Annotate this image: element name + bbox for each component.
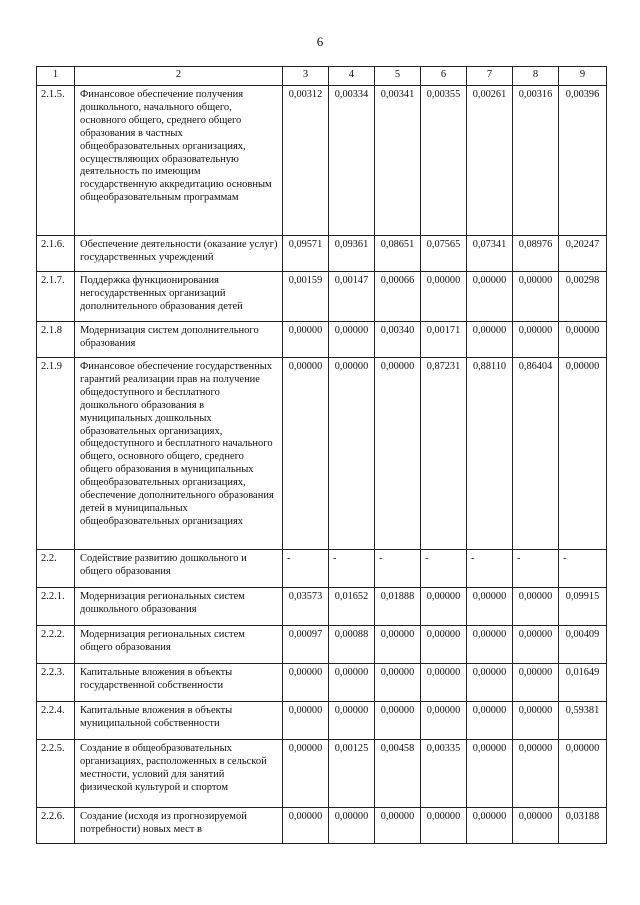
- row-code: 2.2.4.: [37, 702, 75, 740]
- header-row: [37, 67, 607, 86]
- row-value: 0,07341: [467, 236, 513, 272]
- row-value: 0,09915: [559, 588, 607, 626]
- row-description: Поддержка функционирования негосударственных организаций дополнительного образования детей: [75, 272, 283, 322]
- row-value: 0,00000: [559, 740, 607, 808]
- table-row: [37, 740, 607, 808]
- row-value: 0,00000: [329, 664, 375, 702]
- row-value: 0,03573: [283, 588, 329, 626]
- row-code: 2.2.1.: [37, 588, 75, 626]
- row-value: 0,01888: [375, 588, 421, 626]
- row-value: 0,00000: [375, 702, 421, 740]
- row-value: 0,03188: [559, 808, 607, 844]
- row-value: -: [375, 550, 421, 588]
- row-code: 2.1.6.: [37, 236, 75, 272]
- row-value: 0,00298: [559, 272, 607, 322]
- table-row: [37, 272, 607, 322]
- row-value: 0,00000: [283, 808, 329, 844]
- row-value: 0,00000: [421, 808, 467, 844]
- row-value: 0,00355: [421, 86, 467, 236]
- row-code: 2.1.9: [37, 358, 75, 550]
- table-row: [37, 322, 607, 358]
- row-value: 0,00341: [375, 86, 421, 236]
- table-body: [37, 86, 607, 844]
- column-header: 2: [75, 67, 283, 86]
- row-description: Модернизация региональных систем общего образования: [75, 626, 283, 664]
- row-description: Создание в общеобразовательных организациях, расположенных в сельской местности, условий для занятий физической культурой и спортом: [75, 740, 283, 808]
- row-value: 0,00000: [467, 588, 513, 626]
- row-value: 0,00000: [329, 358, 375, 550]
- table-row: [37, 588, 607, 626]
- row-value: 0,00000: [283, 702, 329, 740]
- row-value: 0,00000: [421, 702, 467, 740]
- row-value: 0,00000: [513, 272, 559, 322]
- row-value: 0,00000: [283, 358, 329, 550]
- row-code: 2.2.3.: [37, 664, 75, 702]
- row-value: 0,00000: [467, 626, 513, 664]
- row-value: 0,00000: [283, 740, 329, 808]
- row-value: 0,01649: [559, 664, 607, 702]
- row-value: 0,00396: [559, 86, 607, 236]
- row-description: Создание (исходя из прогнозируемой потребности) новых мест в: [75, 808, 283, 844]
- row-value: 0,01652: [329, 588, 375, 626]
- table-row: [37, 702, 607, 740]
- row-value: 0,00000: [467, 664, 513, 702]
- row-value: 0,00261: [467, 86, 513, 236]
- row-value: 0,00335: [421, 740, 467, 808]
- row-value: 0,00000: [283, 664, 329, 702]
- row-value: 0,00125: [329, 740, 375, 808]
- row-value: 0,00000: [421, 272, 467, 322]
- row-value: 0,00000: [467, 702, 513, 740]
- table-row: [37, 86, 607, 236]
- row-value: 0,00000: [513, 702, 559, 740]
- row-value: 0,00000: [513, 740, 559, 808]
- row-value: 0,00097: [283, 626, 329, 664]
- row-value: 0,00000: [421, 626, 467, 664]
- row-value: 0,00000: [559, 358, 607, 550]
- row-value: 0,00171: [421, 322, 467, 358]
- row-value: 0,00340: [375, 322, 421, 358]
- row-code: 2.2.2.: [37, 626, 75, 664]
- row-value: 0,07565: [421, 236, 467, 272]
- row-description: Финансовое обеспечение государственных гарантий реализации прав на получение общедоступного и бесплатного дошкольного образования в муниципальных дошкольных образовательных организациях, общедоступного и бесплатного начального общего, основного общего, среднего общего образования в муниципальных общеобразовательных организациях, обеспечение дополнительного образования детей в муниципальных общеобразовательных организациях: [75, 358, 283, 550]
- row-value: 0,00000: [513, 664, 559, 702]
- row-value: 0,00000: [375, 808, 421, 844]
- column-header: 1: [37, 67, 75, 86]
- row-value: 0,00000: [329, 808, 375, 844]
- row-value: 0,87231: [421, 358, 467, 550]
- row-value: 0,00000: [283, 322, 329, 358]
- column-header: 8: [513, 67, 559, 86]
- row-value: 0,08651: [375, 236, 421, 272]
- row-value: -: [513, 550, 559, 588]
- row-value: 0,00316: [513, 86, 559, 236]
- row-value: -: [421, 550, 467, 588]
- table-row: [37, 664, 607, 702]
- table-row: [37, 626, 607, 664]
- row-value: 0,00000: [329, 702, 375, 740]
- row-code: 2.1.7.: [37, 272, 75, 322]
- row-value: 0,00159: [283, 272, 329, 322]
- row-value: 0,00147: [329, 272, 375, 322]
- financing-table: [36, 66, 607, 844]
- column-header: 9: [559, 67, 607, 86]
- row-code: 2.2.6.: [37, 808, 75, 844]
- row-value: 0,00066: [375, 272, 421, 322]
- row-value: 0,20247: [559, 236, 607, 272]
- row-value: 0,00000: [559, 322, 607, 358]
- row-value: -: [283, 550, 329, 588]
- row-value: 0,00000: [375, 626, 421, 664]
- row-code: 2.2.: [37, 550, 75, 588]
- row-code: 2.1.5.: [37, 86, 75, 236]
- row-value: 0,00000: [421, 664, 467, 702]
- row-value: 0,59381: [559, 702, 607, 740]
- row-value: 0,00000: [375, 358, 421, 550]
- row-value: 0,00000: [513, 588, 559, 626]
- row-value: 0,00000: [513, 808, 559, 844]
- table-row: [37, 358, 607, 550]
- row-value: 0,00088: [329, 626, 375, 664]
- column-header: 7: [467, 67, 513, 86]
- row-value: -: [467, 550, 513, 588]
- table-row: [37, 808, 607, 844]
- row-code: 2.1.8: [37, 322, 75, 358]
- row-value: 0,08976: [513, 236, 559, 272]
- row-value: -: [559, 550, 607, 588]
- row-value: 0,00000: [467, 322, 513, 358]
- row-description: Капитальные вложения в объекты муниципальной собственности: [75, 702, 283, 740]
- row-value: 0,00000: [421, 588, 467, 626]
- column-header: 4: [329, 67, 375, 86]
- page-number: 6: [316, 34, 324, 49]
- row-value: 0,00000: [467, 740, 513, 808]
- row-value: 0,00000: [467, 272, 513, 322]
- row-description: Обеспечение деятельности (оказание услуг) государственных учреждений: [75, 236, 283, 272]
- row-value: 0,00312: [283, 86, 329, 236]
- column-header: 5: [375, 67, 421, 86]
- table-row: [37, 236, 607, 272]
- column-header: 3: [283, 67, 329, 86]
- row-value: 0,00409: [559, 626, 607, 664]
- row-value: 0,86404: [513, 358, 559, 550]
- row-code: 2.2.5.: [37, 740, 75, 808]
- row-value: 0,00000: [467, 808, 513, 844]
- row-value: 0,00000: [329, 322, 375, 358]
- table-row: [37, 550, 607, 588]
- row-value: 0,00334: [329, 86, 375, 236]
- row-value: 0,88110: [467, 358, 513, 550]
- row-value: -: [329, 550, 375, 588]
- row-description: Капитальные вложения в объекты государственной собственности: [75, 664, 283, 702]
- column-header: 6: [421, 67, 467, 86]
- row-value: 0,00458: [375, 740, 421, 808]
- row-description: Содействие развитию дошкольного и общего образования: [75, 550, 283, 588]
- row-description: Модернизация систем дополнительного образования: [75, 322, 283, 358]
- row-description: Модернизация региональных систем дошкольного образования: [75, 588, 283, 626]
- row-value: 0,00000: [375, 664, 421, 702]
- row-value: 0,00000: [513, 322, 559, 358]
- row-value: 0,09361: [329, 236, 375, 272]
- row-value: 0,00000: [513, 626, 559, 664]
- row-value: 0,09571: [283, 236, 329, 272]
- row-description: Финансовое обеспечение получения дошкольного, начального общего, основного общего, среднего общего образования в частных общеобразовательных организациях, осуществляющих образовательную деятельность по имеющим государственную аккредитацию основным общеобразовательным программам: [75, 86, 283, 236]
